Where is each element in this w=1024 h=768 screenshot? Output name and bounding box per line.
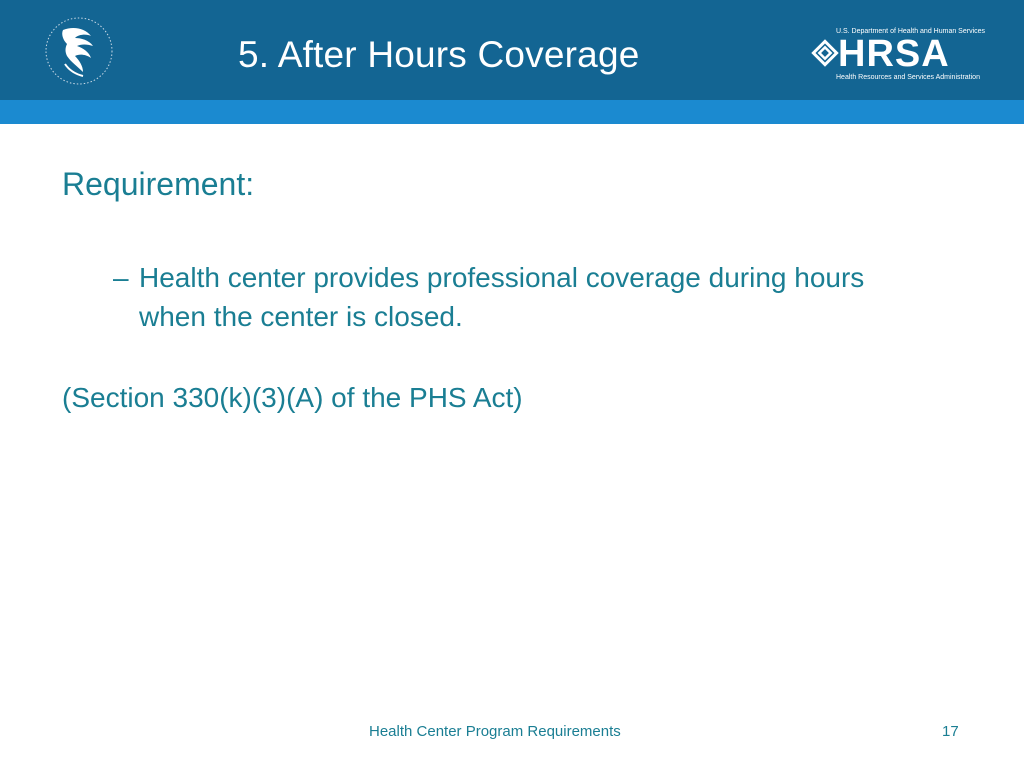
citation-text: (Section 330(k)(3)(A) of the PHS Act) xyxy=(62,382,523,413)
hrsa-wordmark: HRSA xyxy=(838,33,950,75)
header-bar xyxy=(0,0,1024,100)
hrsa-logo xyxy=(808,28,986,84)
bullet-text: Health center provides professional coverage during hours when the center is closed. xyxy=(139,262,865,332)
header-stripe xyxy=(0,100,1024,124)
page-number: 17 xyxy=(942,723,959,740)
hhs-eagle-seal-icon xyxy=(43,12,115,90)
footer-text: Health Center Program Requirements xyxy=(369,723,621,740)
slide-title: 5. After Hours Coverage xyxy=(238,34,640,75)
bullet-dash: – xyxy=(113,262,129,293)
hrsa-agency-line: Health Resources and Services Administration xyxy=(836,74,980,81)
hrsa-department-line: U.S. Department of Health and Human Services xyxy=(836,28,986,35)
requirement-heading: Requirement: xyxy=(62,166,255,202)
hrsa-emblem-icon xyxy=(808,36,842,70)
